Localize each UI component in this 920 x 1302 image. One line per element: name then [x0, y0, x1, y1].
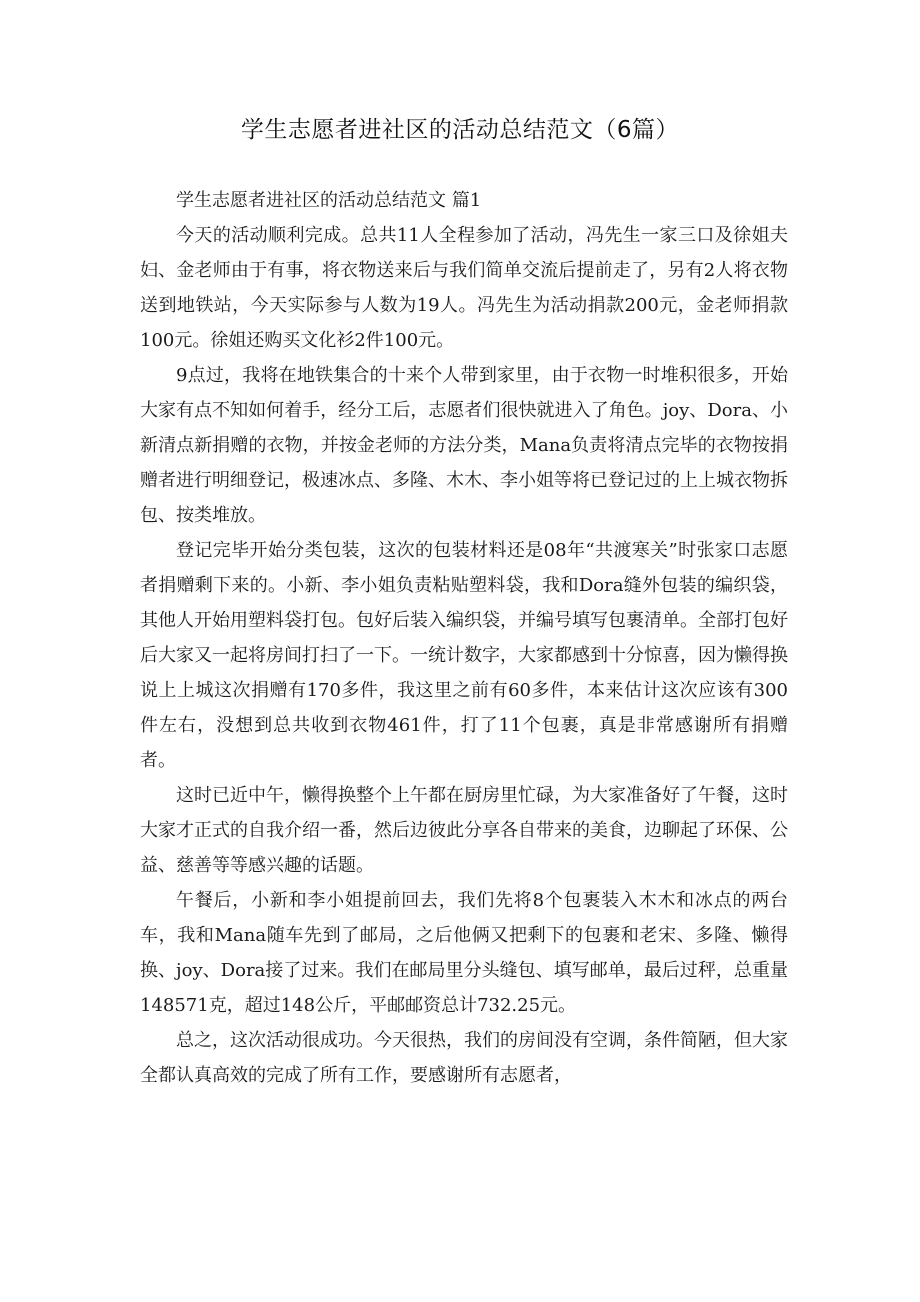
document-title: 学生志愿者进社区的活动总结范文（6篇） [240, 117, 680, 143]
section-heading: 学生志愿者进社区的活动总结范文 篇1 [176, 190, 482, 211]
paragraph-6: 总之，这次活动很成功。今天很热，我们的房间没有空调，条件简陋，但大家全都认真高效的完成了所有工作，要感谢所有志愿者， [140, 1030, 788, 1086]
paragraph-3: 登记完毕开始分类包装，这次的包装材料还是08年“共渡寒关”时张家口志愿者捐赠剩下来的。小新、李小姐负责粘贴塑料袋，我和Dora缝外包装的编织袋，其他人开始用塑料袋打包。包好后装入编织袋，并编号填写包裹清单。全部打包好后大家又一起将房间打扫了一下。一统计数字，大家都感到十分惊喜，因为懒得换说上上城这次捐赠有170多件，我这里之前有60多件，本来估计这次应该有300件左右，没想到总共收到衣物461件，打了11个包裹，真是非常感谢所有捐赠者。 [140, 540, 788, 771]
paragraph-4: 这时已近中午，懒得换整个上午都在厨房里忙碌，为大家准备好了午餐，这时大家才正式的自我介绍一番，然后边彼此分享各自带来的美食，边聊起了环保、公益、慈善等等感兴趣的话题。 [140, 785, 788, 876]
paragraph-2: 9点过，我将在地铁集合的十来个人带到家里，由于衣物一时堆积很多，开始大家有点不知如何着手，经分工后，志愿者们很快就进入了角色。joy、Dora、小新清点新捐赠的衣物，并按金老师的方法分类，Mana负责将清点完毕的衣物按捐赠者进行明细登记，极速冰点、多隆、木木、李小姐等将已登记过的上上城衣物拆包、按类堆放。 [140, 365, 788, 526]
document-body [140, 183, 788, 1093]
paragraph-1: 今天的活动顺利完成。总共11人全程参加了活动，冯先生一家三口及徐姐夫妇、金老师由于有事，将衣物送来后与我们简单交流后提前走了，另有2人将衣物送到地铁站，今天实际参与人数为19人。冯先生为活动捐款200元，金老师捐款100元。徐姐还购买文化衫2件100元。 [140, 225, 788, 351]
paragraph-5: 午餐后，小新和李小姐提前回去，我们先将8个包裹装入木木和冰点的两台车，我和Mana随车先到了邮局，之后他俩又把剩下的包裹和老宋、多隆、懒得换、joy、Dora接了过来。我们在邮局里分头缝包、填写邮单，最后过秤，总重量148571克，超过148公斤，平邮邮资总计732.25元。 [140, 890, 788, 1016]
